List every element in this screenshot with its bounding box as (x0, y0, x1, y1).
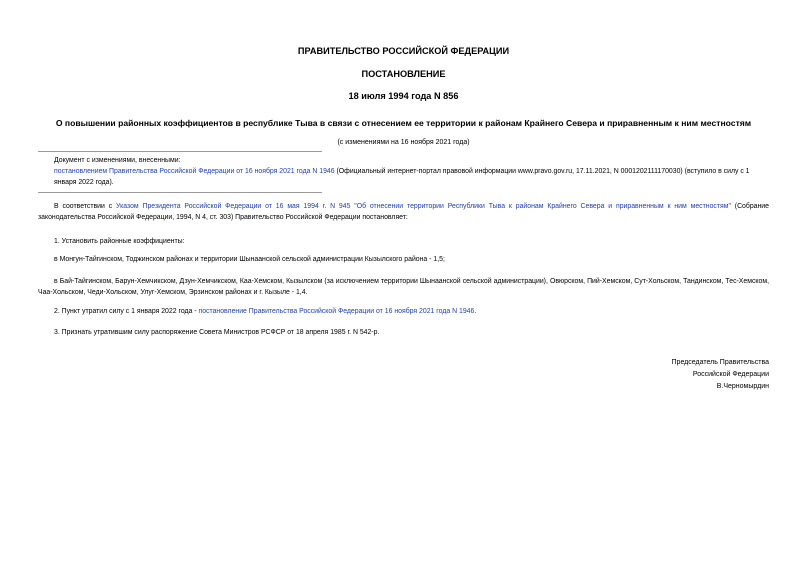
document-title: О повышении районных коэффициентов в республике Тыва в связи с отнесением ее территории к районам Крайнего Севера и приравненным к ним местностям (55, 118, 752, 128)
amendment-box (54, 155, 766, 189)
amendment-date-note: (с изменениями на 16 ноября 2021 года) (337, 139, 470, 146)
amendment-box-bottom-rule (38, 192, 322, 193)
government-heading: ПРАВИТЕЛЬСТВО РОССИЙСКОЙ ФЕДЕРАЦИИ (297, 46, 510, 56)
intro-text-before: В соответствии с (54, 203, 117, 210)
item-2-text: 2. Пункт утратил силу с 1 января 2022 года - (54, 308, 199, 315)
item-1-second-coefficient: в Бай-Тайгинском, Барун-Хемчикском, Дзун-Хемчикском, Каа-Хемском, Кызылском (за исключением территории Шынаанской сельской администрации), Овюрском, Пий-Хемском, Сут-Хольском, Тандинском, Тес-Хемском, Чаа-Хольском, Чеди-Хольском, Улуг-Хемском, Эрзинском районах и г. Кызыле - 1,4. (38, 278, 769, 297)
amendment-source-text: (Официальный интернет-портал правовой информации www.pravo.gov.ru, 17.11.2021, N 0001202111170030) (вступило в силу с 1 января 2022 года). (54, 168, 750, 187)
presidential-decree-link[interactable]: Указом Президента Российской Федерации от 16 мая 1994 г. N 945 "Об отнесении территории Республики Тыва к районам Крайнего Севера и приравненным к ним местностям" (116, 203, 731, 210)
signature-country: Российской Федерации (692, 370, 769, 378)
item-1-first-coefficient: в Монгун-Тайгинском, Тоджинском районах и территории Шынаанской сельской администрации Кызылского района - 1,5; (54, 256, 445, 263)
item-2-end: . (474, 308, 477, 315)
item-2 (38, 306, 769, 317)
intro-paragraph (38, 201, 769, 223)
amendment-box-top-rule (38, 151, 322, 152)
intro-text-after: (Собрание законодательства Российской Федерации, 1994, N 4, ст. 303) Правительство Российской Федерации постановляет: (38, 203, 769, 222)
amendment-box-label: Документ с изменениями, внесенными: (54, 157, 181, 164)
signature-block (672, 357, 769, 392)
item-3: 3. Признать утратившим силу распоряжение Совета Министров РСФСР от 18 апреля 1985 г. N 542-р. (54, 329, 380, 336)
document-type-heading: ПОСТАНОВЛЕНИЕ (361, 69, 446, 79)
signature-name: В.Черномырдин (716, 382, 769, 390)
document-date-number: 18 июля 1994 года N 856 (348, 91, 459, 101)
amendment-link[interactable]: постановлением Правительства Российской Федерации от 16 ноября 2021 года N 1946 (54, 168, 335, 176)
item-2-link[interactable]: постановление Правительства Российской Федерации от 16 ноября 2021 года N 1946 (198, 308, 475, 315)
item-1: 1. Установить районные коэффициенты: (54, 238, 185, 245)
signature-position: Председатель Правительства (671, 359, 769, 366)
